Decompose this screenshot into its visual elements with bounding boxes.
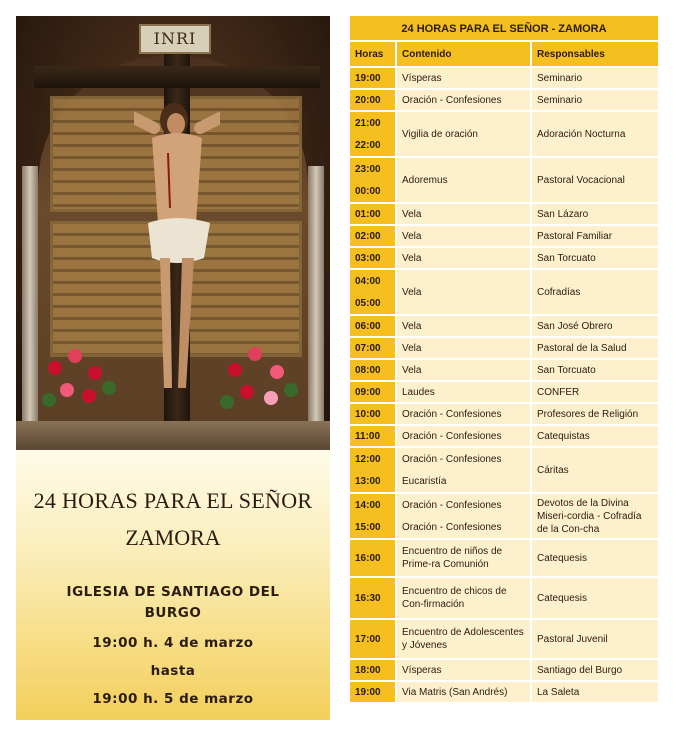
row-responsible: Seminario xyxy=(532,90,658,110)
row-content: Adoremus xyxy=(397,158,530,202)
row-hours xyxy=(350,90,395,110)
header-content: Contenido xyxy=(397,42,530,66)
table-row xyxy=(350,226,658,248)
hour-label: 16:00 xyxy=(355,552,381,564)
schedule-table xyxy=(350,16,658,704)
crucifix-photo xyxy=(16,16,330,450)
row-content: Vela xyxy=(397,270,530,314)
event-place-line1: IGLESIA DE SANTIAGO DEL xyxy=(66,584,280,600)
row-hours xyxy=(350,426,395,446)
event-place-line2: BURGO xyxy=(144,605,202,621)
table-title: 24 HORAS PARA EL SEÑOR - ZAMORA xyxy=(350,16,658,42)
hour-label: 12:00 xyxy=(355,453,381,465)
table-row xyxy=(350,404,658,426)
event-city: ZAMORA xyxy=(125,525,221,550)
row-hours xyxy=(350,248,395,268)
cross-horizontal-beam xyxy=(34,66,320,88)
table-row xyxy=(350,448,658,494)
hour-label: 17:00 xyxy=(355,633,381,645)
event-info-box xyxy=(16,450,330,720)
table-row xyxy=(350,204,658,226)
row-content xyxy=(397,448,530,492)
hour-label: 09:00 xyxy=(355,386,381,398)
hour-label: 01:00 xyxy=(355,208,381,220)
row-hours xyxy=(350,226,395,246)
event-end: 19:00 h. 5 de marzo xyxy=(92,691,254,707)
table-row xyxy=(350,360,658,382)
hour-label: 20:00 xyxy=(355,94,381,106)
event-title: 24 HORAS PARA EL SEÑOR xyxy=(33,488,313,513)
hour-label: 15:00 xyxy=(355,521,381,533)
table-row xyxy=(350,158,658,204)
header-responsible: Responsables xyxy=(532,42,658,66)
table-row xyxy=(350,382,658,404)
table-row xyxy=(350,620,658,660)
event-start: 19:00 h. 4 de marzo xyxy=(92,635,254,651)
row-hours xyxy=(350,158,395,202)
table-row xyxy=(350,316,658,338)
row-responsible: Catequistas xyxy=(532,426,658,446)
row-content: Oración - Confesiones xyxy=(397,426,530,446)
flower-arrangement-left xyxy=(38,331,128,421)
row-hours xyxy=(350,360,395,380)
row-responsible: Pastoral Juvenil xyxy=(532,620,658,658)
row-responsible: Catequesis xyxy=(532,540,658,576)
row-responsible: CONFER xyxy=(532,382,658,402)
table-row xyxy=(350,68,658,90)
row-hours xyxy=(350,494,395,538)
row-responsible: San José Obrero xyxy=(532,316,658,336)
table-row xyxy=(350,682,658,704)
row-responsible: Devotos de la Divina Miseri-cordia - Cofradía de la Con-cha xyxy=(532,494,658,538)
row-responsible: San Torcuato xyxy=(532,248,658,268)
header-hours: Horas xyxy=(350,42,395,66)
hour-label: 19:00 xyxy=(355,72,381,84)
table-row xyxy=(350,426,658,448)
row-responsible: Cofradías xyxy=(532,270,658,314)
row-hours xyxy=(350,270,395,314)
row-responsible: Pastoral Vocacional xyxy=(532,158,658,202)
row-content: Vísperas xyxy=(397,660,530,680)
hour-label: 02:00 xyxy=(355,230,381,242)
row-responsible: Profesores de Religión xyxy=(532,404,658,424)
row-responsible: Adoración Nocturna xyxy=(532,112,658,156)
row-content: Encuentro de Adolescentes y Jóvenes xyxy=(397,620,530,658)
row-content: Vigilia de oración xyxy=(397,112,530,156)
row-responsible: Catequesis xyxy=(532,578,658,618)
hour-label: 04:00 xyxy=(355,275,381,287)
hour-label: 14:00 xyxy=(355,499,381,511)
pillar-left xyxy=(22,166,38,426)
table-row xyxy=(350,540,658,578)
row-hours xyxy=(350,404,395,424)
table-row xyxy=(350,270,658,316)
hour-label: 19:00 xyxy=(355,686,381,698)
pillar-right xyxy=(308,166,324,426)
table-row xyxy=(350,338,658,360)
row-content: Vela xyxy=(397,248,530,268)
event-until: hasta xyxy=(150,663,196,679)
row-responsible: La Saleta xyxy=(532,682,658,702)
poster-panel xyxy=(16,16,330,720)
row-content: Vela xyxy=(397,204,530,224)
altar-floor xyxy=(16,421,330,450)
content-label: Oración - Confesiones xyxy=(402,499,502,511)
row-responsible: Pastoral de la Salud xyxy=(532,338,658,358)
row-hours xyxy=(350,620,395,658)
row-hours xyxy=(350,382,395,402)
hour-label: 11:00 xyxy=(355,430,381,442)
hour-label: 22:00 xyxy=(355,139,381,151)
row-responsible: Cáritas xyxy=(532,448,658,492)
row-hours xyxy=(350,682,395,702)
hour-label: 03:00 xyxy=(355,252,381,264)
table-row xyxy=(350,112,658,158)
row-responsible: San Lázaro xyxy=(532,204,658,224)
hour-label: 06:00 xyxy=(355,320,381,332)
table-header-row xyxy=(350,42,658,68)
table-row xyxy=(350,494,658,540)
row-content: Vela xyxy=(397,338,530,358)
hour-label: 16:30 xyxy=(355,592,381,604)
hour-label: 07:00 xyxy=(355,342,381,354)
row-hours xyxy=(350,338,395,358)
row-hours xyxy=(350,316,395,336)
table-row xyxy=(350,578,658,620)
hour-label: 21:00 xyxy=(355,117,381,129)
row-responsible: San Torcuato xyxy=(532,360,658,380)
hour-label: 23:00 xyxy=(355,163,381,175)
row-content: Oración - Confesiones xyxy=(397,404,530,424)
row-content: Vela xyxy=(397,316,530,336)
row-hours xyxy=(350,68,395,88)
hour-label: 10:00 xyxy=(355,408,381,420)
row-hours xyxy=(350,540,395,576)
hour-label: 05:00 xyxy=(355,297,381,309)
hour-label: 13:00 xyxy=(355,475,381,487)
row-content: Encuentro de niños de Prime-ra Comunión xyxy=(397,540,530,576)
row-content: Vísperas xyxy=(397,68,530,88)
hour-label: 18:00 xyxy=(355,664,381,676)
row-content xyxy=(397,494,530,538)
row-responsible: Santiago del Burgo xyxy=(532,660,658,680)
inri-plaque: INRI xyxy=(139,24,211,54)
hour-label: 08:00 xyxy=(355,364,381,376)
row-hours xyxy=(350,448,395,492)
row-content: Via Matris (San Andrés) xyxy=(397,682,530,702)
row-hours xyxy=(350,112,395,156)
row-hours xyxy=(350,660,395,680)
content-label: Oración - Confesiones xyxy=(402,453,502,465)
row-responsible: Pastoral Familiar xyxy=(532,226,658,246)
christ-figure xyxy=(134,98,220,418)
row-content: Laudes xyxy=(397,382,530,402)
row-content: Encuentro de chicos de Con-firmación xyxy=(397,578,530,618)
content-label: Eucaristía xyxy=(402,475,447,487)
flower-arrangement-right xyxy=(214,331,304,421)
table-row xyxy=(350,248,658,270)
row-hours xyxy=(350,578,395,618)
row-content: Vela xyxy=(397,360,530,380)
content-label: Oración - Confesiones xyxy=(402,521,502,533)
table-row xyxy=(350,90,658,112)
hour-label: 00:00 xyxy=(355,185,381,197)
table-row xyxy=(350,660,658,682)
row-hours xyxy=(350,204,395,224)
row-content: Vela xyxy=(397,226,530,246)
row-content: Oración - Confesiones xyxy=(397,90,530,110)
row-responsible: Seminario xyxy=(532,68,658,88)
